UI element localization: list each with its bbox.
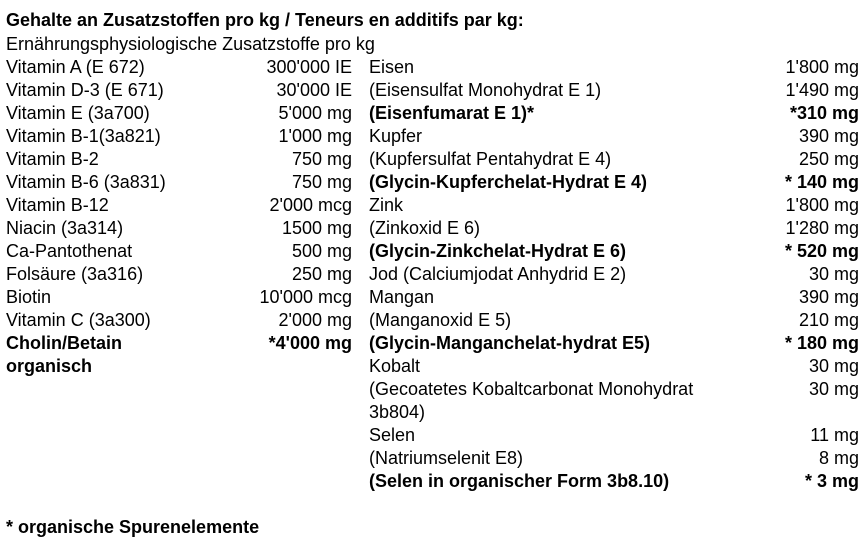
additive-name: Kobalt bbox=[369, 356, 421, 376]
footnote: * organische Spurenelemente bbox=[6, 517, 260, 537]
additive-name: (Eisenfumarat E 1)* bbox=[369, 103, 535, 123]
additive-name: Vitamin B-1(3a821) bbox=[6, 126, 161, 146]
additive-name: Jod (Calciumjodat Anhydrid E 2) bbox=[369, 264, 627, 284]
additive-amount: 11 mg bbox=[810, 425, 859, 445]
additive-amount: 1'800 mg bbox=[785, 195, 859, 215]
vitamins-column bbox=[6, 56, 352, 378]
additive-row bbox=[369, 56, 859, 79]
additive-row bbox=[369, 332, 859, 355]
additive-name: Cholin/Betain bbox=[6, 333, 122, 353]
additive-amount: 390 mg bbox=[798, 126, 859, 146]
additive-row bbox=[369, 125, 859, 148]
additive-row bbox=[369, 447, 859, 470]
additive-row bbox=[6, 240, 352, 263]
trace-elements-column bbox=[369, 56, 859, 493]
additive-row bbox=[369, 424, 859, 447]
additive-row bbox=[6, 56, 352, 79]
additive-row bbox=[369, 79, 859, 102]
additive-row bbox=[6, 309, 352, 332]
additive-amount: 2'000 mg bbox=[278, 310, 352, 330]
additive-amount: 300'000 IE bbox=[266, 57, 352, 77]
additive-amount: * 3 mg bbox=[804, 471, 859, 491]
additive-amount: 210 mg bbox=[798, 310, 859, 330]
additive-name: (Gecoatetes Kobaltcarbonat Monohydrat 3b804) bbox=[369, 379, 694, 422]
additive-row bbox=[6, 194, 352, 217]
additive-row bbox=[369, 286, 859, 309]
additive-row bbox=[6, 332, 352, 355]
additive-amount: *310 mg bbox=[789, 103, 859, 123]
additive-name: Biotin bbox=[6, 287, 52, 307]
additive-amount: 5'000 mg bbox=[278, 103, 352, 123]
additive-row bbox=[369, 194, 859, 217]
additive-row bbox=[369, 470, 859, 493]
additive-row bbox=[6, 148, 352, 171]
additive-row bbox=[369, 171, 859, 194]
additive-name: Kupfer bbox=[369, 126, 423, 146]
additive-name: Ca-Pantothenat bbox=[6, 241, 133, 261]
additive-name: Folsäure (3a316) bbox=[6, 264, 144, 284]
additive-amount: 8 mg bbox=[818, 448, 859, 468]
additive-name: Vitamin B-6 (3a831) bbox=[6, 172, 166, 192]
additive-name: Eisen bbox=[369, 57, 415, 77]
additive-name: (Natriumselenit E8) bbox=[369, 448, 524, 468]
additive-amount: 250 mg bbox=[291, 264, 352, 284]
additive-amount: * 180 mg bbox=[784, 333, 859, 353]
additive-amount: 750 mg bbox=[291, 172, 352, 192]
additive-name: Zink bbox=[369, 195, 404, 215]
additive-row bbox=[369, 148, 859, 171]
additive-name: Vitamin B-2 bbox=[6, 149, 99, 169]
additive-amount: 500 mg bbox=[291, 241, 352, 261]
additive-row bbox=[369, 378, 859, 424]
additive-amount: 2'000 mcg bbox=[269, 195, 352, 215]
additive-amount: 1'490 mg bbox=[785, 80, 859, 100]
additive-amount: 30 mg bbox=[808, 356, 859, 376]
additive-name: Mangan bbox=[369, 287, 435, 307]
additive-name: organisch bbox=[6, 356, 93, 376]
additive-row bbox=[369, 355, 859, 378]
additive-name: (Selen in organischer Form 3b8.10) bbox=[369, 471, 670, 491]
document-subheading: Ernährungsphysiologische Zusatzstoffe pro kg bbox=[6, 34, 375, 54]
additive-row bbox=[369, 263, 859, 286]
additive-amount: 1'280 mg bbox=[785, 218, 859, 238]
document-heading: Gehalte an Zusatzstoffen pro kg / Teneurs en additifs par kg: bbox=[6, 10, 524, 30]
additive-row bbox=[369, 240, 859, 263]
additive-name: Vitamin A (E 672) bbox=[6, 57, 145, 77]
additive-amount: 250 mg bbox=[798, 149, 859, 169]
additive-name: Vitamin C (3a300) bbox=[6, 310, 151, 330]
additive-name: Vitamin D-3 (E 671) bbox=[6, 80, 164, 100]
additive-name: (Glycin-Kupferchelat-Hydrat E 4) bbox=[369, 172, 648, 192]
additive-amount: 1'000 mg bbox=[278, 126, 352, 146]
additive-name: (Eisensulfat Monohydrat E 1) bbox=[369, 80, 602, 100]
additive-amount: 1'800 mg bbox=[785, 57, 859, 77]
additive-name: (Zinkoxid E 6) bbox=[369, 218, 481, 238]
additive-amount: 750 mg bbox=[291, 149, 352, 169]
additive-name: Vitamin B-12 bbox=[6, 195, 109, 215]
additive-amount: 10'000 mcg bbox=[259, 287, 352, 307]
additive-row bbox=[369, 217, 859, 240]
additive-name: Selen bbox=[369, 425, 416, 445]
additive-name: (Kupfersulfat Pentahydrat E 4) bbox=[369, 149, 612, 169]
additive-amount: * 140 mg bbox=[784, 172, 859, 192]
additive-amount: *4'000 mg bbox=[268, 333, 352, 353]
additive-amount: 1500 mg bbox=[281, 218, 352, 238]
additive-name: (Glycin-Zinkchelat-Hydrat E 6) bbox=[369, 241, 627, 261]
additive-row bbox=[6, 263, 352, 286]
additive-row bbox=[369, 102, 859, 125]
additive-row bbox=[6, 79, 352, 102]
additive-row bbox=[6, 125, 352, 148]
additive-name: (Glycin-Manganchelat-hydrat E5) bbox=[369, 333, 651, 353]
additive-row bbox=[6, 171, 352, 194]
additive-row bbox=[6, 102, 352, 125]
additive-row bbox=[6, 355, 352, 378]
additive-name: Vitamin E (3a700) bbox=[6, 103, 150, 123]
additive-row bbox=[369, 309, 859, 332]
additive-amount: 30 mg bbox=[808, 379, 859, 399]
additive-name: Niacin (3a314) bbox=[6, 218, 124, 238]
additive-name: (Manganoxid E 5) bbox=[369, 310, 512, 330]
additive-amount: 30 mg bbox=[808, 264, 859, 284]
additive-row bbox=[6, 286, 352, 309]
additive-row bbox=[6, 217, 352, 240]
additive-amount: * 520 mg bbox=[784, 241, 859, 261]
additive-amount: 30'000 IE bbox=[276, 80, 352, 100]
additive-amount: 390 mg bbox=[798, 287, 859, 307]
